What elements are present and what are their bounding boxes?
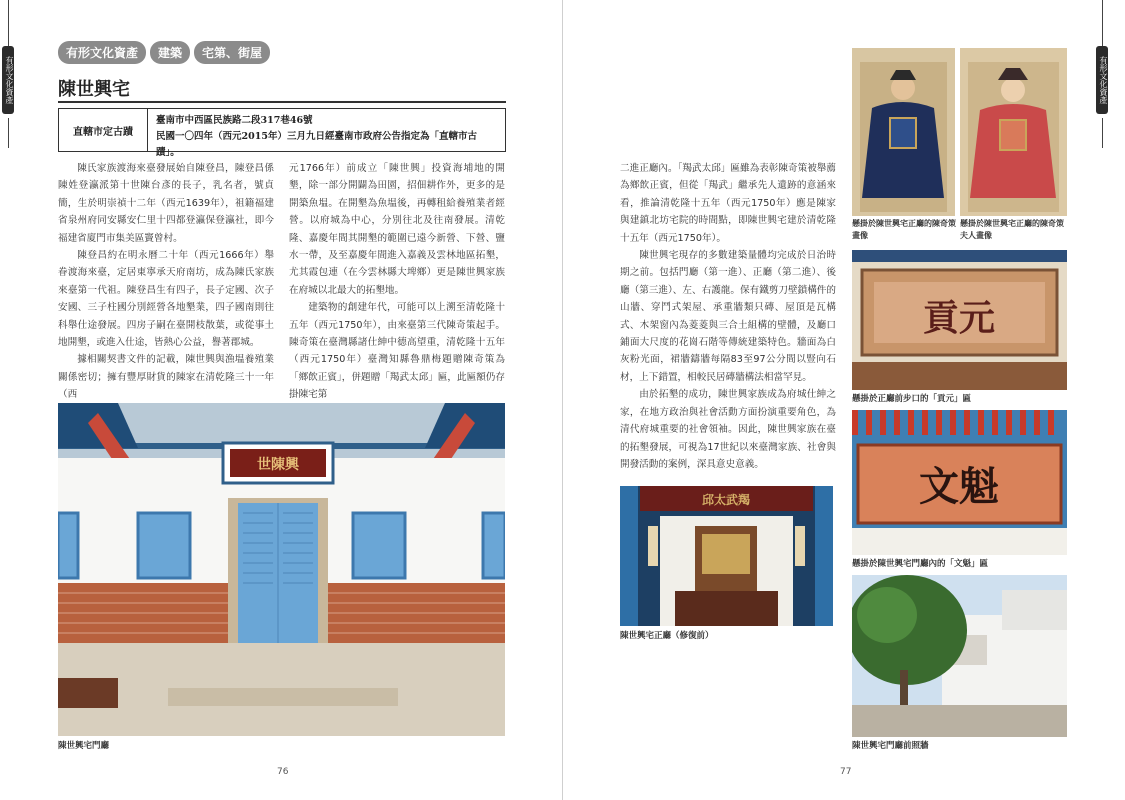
paragraph: 陳世興宅現存的多數建築量體均完成於日治時期之前。包括門廳（第一進）、正廳（第二進）、後廳（第三進）、左、右護龍。保有鐵剪刀壁鎖構件的山牆、穿鬥式架屋、承重牆類只磚、屋頂是瓦構式、木架窗內為菱菱與三合土組構的壁體，及廳口鋪面大尺度的花崗石階等傳統建築特色。牆面為白灰粉光面，裙牆鑄牆每隔83至97公分間以豎向石材，上下錯置，相較民居磚牆構法相當罕見。	[620, 250, 836, 383]
screen-wall-photo	[852, 575, 1067, 737]
info-lines	[148, 109, 505, 158]
caption-portrait-1: 懸掛於陳世興宅正廳的陳奇策畫像	[852, 219, 956, 240]
gate-hall-photo	[58, 403, 505, 736]
portrait-illustration	[852, 48, 955, 216]
text-column-3	[620, 160, 836, 473]
category-tags	[58, 41, 263, 63]
side-rule-top-right	[1102, 0, 1103, 46]
caption-main-hall: 陳世興宅正廳（修復前）	[620, 631, 714, 641]
text-column-2	[289, 160, 505, 404]
caption-gongyuan: 懸掛於正廳前步口的「貢元」匾	[852, 394, 972, 404]
page-title: 陳世興宅	[58, 79, 130, 100]
side-rule-bottom-right	[1102, 118, 1103, 148]
page-number-right: 77	[840, 767, 852, 777]
info-label: 直轄市定古蹟	[59, 109, 148, 151]
paragraph: 元1766年）前成立「陳世興」投資海埔地的開墾，除一部分開闢為田園，招佃耕作外，更多的是開築魚塭。在開墾為魚塭後，再轉租給養殖業者經營。以府城為中心，分別往北及往南發展。清乾隆、嘉慶年間其開墾的範圍已遠今新營、下營、鹽水一帶，及至嘉慶年間進入嘉義及雲林地區拓墾，尤其霞包連（在今雲林縣大埤鄉）更是陳世興家族在府城以北最大的拓墾地。	[289, 163, 505, 296]
gate-hall-illustration	[58, 403, 505, 736]
paragraph: 據相關契書文件的記載，陳世興與漁塭養殖業關係密切；擁有豐厚財貨的陳家在清乾隆三十一年（西	[58, 354, 274, 401]
gongyuan-text: 貢元	[922, 297, 996, 339]
portrait-illustration	[960, 48, 1067, 216]
caption-portrait-2: 懸掛於陳世興宅正廳的陳奇策夫人畫像	[960, 219, 1064, 240]
category-tag: 有形文化資產	[58, 41, 146, 64]
altar-plaque-text: 邱太武羯	[701, 493, 751, 507]
side-rule-top-left	[8, 0, 9, 46]
gongyuan-plaque-photo	[852, 250, 1067, 390]
category-tag: 建築	[150, 41, 190, 64]
side-rule-bottom-left	[8, 118, 9, 148]
paragraph: 由於拓墾的成功，陳世興家族成為府城仕紳之家，在地方政治與社會活動方面扮演重要角色，為清代府城重要的社會領袖。因此，陳世興家族在臺的拓墾發展，可視為17世紀以來臺灣家族、社會與開發活動的案例，深具意史意義。	[620, 389, 836, 470]
portrait-chen-qice	[852, 48, 955, 216]
screen-wall-illustration	[852, 575, 1067, 737]
category-tag: 宅第、街屋	[194, 41, 270, 64]
info-box	[58, 108, 506, 158]
text-column-1	[58, 160, 274, 404]
paragraph: 二進正廳內。「羯武太邱」匾雖為表彰陳奇策被舉薦為鄉飲正賓，但從「羯武」繼承先人遺跡的意涵來看，推論清乾隆十五年（西元1750年）應是陳家與建鎮北坊宅院的時間點，即陳世興宅建於清乾隆十五年（西元1750年）。	[620, 163, 836, 244]
portrait-chen-qice-wife	[960, 48, 1067, 216]
info-designation: 民國一〇四年（西元2015年）三月九日經臺南市政府公告指定為「直轄市古蹟」。	[156, 131, 477, 158]
gongyuan-illustration	[852, 250, 1067, 390]
side-tab-left: 有形文化資產	[2, 46, 14, 114]
caption-wenkui: 懸掛於陳世興宅門廳內的「文魁」匾	[852, 559, 989, 569]
paragraph: 建築物的創建年代，可能可以上溯至清乾隆十五年（西元1750年），由來臺第三代陳奇策起手。陳奇策在臺灣縣諸仕紳中德高望重，清乾隆十五年（西元1750年）臺灣知縣魯鼎梅題贈陳奇策為「鄉飲正賓」，併題贈「羯武太邱」匾，此匾額仍存掛陳宅第	[289, 302, 505, 401]
caption-gate-hall: 陳世興宅門廳	[58, 741, 110, 751]
book-spine	[562, 0, 563, 800]
main-hall-photo	[620, 486, 833, 626]
door-plaque-text: 世陳興	[257, 457, 299, 473]
paragraph: 陳登昌約在明永曆二十年（西元1666年）舉眷渡海來臺，定居東寧承天府南坊，成為陳氏家族來臺第一代祖。陳登昌生有四子，長子定國、次子安國、三子柱國分別經營各地墾業，四子國南則往科舉仕途發展。四房子嗣在臺開枝散葉，或從事土地開墾，或進入仕途，皆熱心公益，譽著郡城。	[58, 250, 274, 349]
caption-screen-wall: 陳世興宅門廳前照牆	[852, 741, 929, 751]
paragraph: 陳氏家族渡海來臺發展始自陳登昌，陳登昌係陳姓登瀛派第十世陳台彥的長子，乳名者，號貞簡，生於明崇禎十二年（西元1639年），祖籍福建省泉州府同安縣安仁里十四都登瀛保登瀛社，即今福建省廈門市集美區竇曾村。	[58, 163, 274, 244]
title-rule	[58, 101, 506, 103]
wenkui-text: 文魁	[919, 463, 999, 510]
side-tab-right: 有形文化資產	[1096, 46, 1108, 114]
info-address: 臺南市中西區民族路二段317巷46號	[156, 115, 313, 126]
page-number-left: 76	[277, 767, 289, 777]
wenkui-illustration	[852, 410, 1067, 555]
wenkui-plaque-photo	[852, 410, 1067, 555]
main-hall-illustration	[620, 486, 833, 626]
